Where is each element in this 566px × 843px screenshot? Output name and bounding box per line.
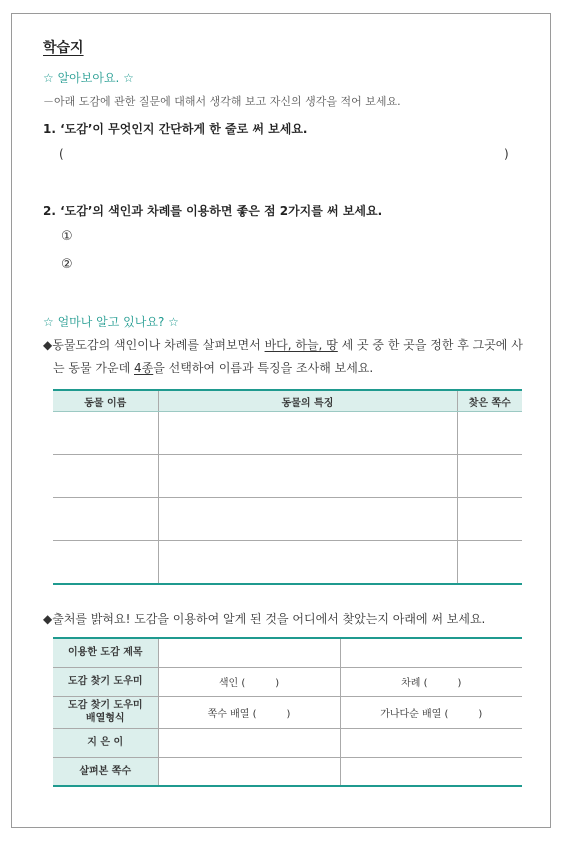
header-animal-features: 동물의 특징 (158, 390, 457, 412)
label-author: 지 은 이 (53, 728, 158, 757)
answer-marker-1: ① (61, 229, 73, 244)
animal-name-cell[interactable] (53, 541, 158, 585)
animal-features-cell[interactable] (158, 541, 457, 585)
animal-instruction-line1: ◆동물도감의 색인이나 차례를 살펴보면서 바다, 하늘, 땅 세 곳 중 한 곳을 정한 후 그곳에 사 (43, 338, 523, 352)
pages-viewed-cell[interactable] (158, 757, 340, 786)
label-arrangement-type: 도감 찾기 도우미 배열형식 (53, 696, 158, 728)
pages-viewed-cell-extra[interactable] (340, 757, 522, 786)
page-found-cell[interactable] (457, 541, 522, 585)
table-row (53, 541, 522, 585)
contents-option[interactable]: 차례 ( ) (340, 667, 522, 696)
header-page-found: 찾은 쪽수 (457, 390, 522, 412)
intro-text: －아래 도감에 관한 질문에 대해서 생각해 보고 자신의 생각을 적어 보세요. (43, 95, 401, 108)
page-title: 학습지 (43, 40, 84, 56)
section-heading-quiz: ☆ 얼마나 알고 있나요? ☆ (43, 315, 179, 329)
animal-features-cell[interactable] (158, 412, 457, 455)
table-row (53, 757, 522, 786)
page-found-cell[interactable] (457, 412, 522, 455)
animal-name-cell[interactable] (53, 498, 158, 541)
animal-features-cell[interactable] (158, 498, 457, 541)
book-title-cell-extra[interactable] (340, 638, 522, 667)
source-instruction: ◆출처를 밝혀요! 도감을 이용하여 알게 된 것을 어디에서 찾았는지 아래에 써 보세요. (43, 612, 486, 626)
table-row (53, 728, 522, 757)
header-animal-name: 동물 이름 (53, 390, 158, 412)
author-cell[interactable] (158, 728, 340, 757)
question-2: 2. ‘도감’의 색인과 차례를 이용하면 좋은 점 2가지를 써 보세요. (43, 204, 383, 218)
index-option[interactable]: 색인 ( ) (158, 667, 340, 696)
section-heading-learn: ☆ 알아보아요. ☆ (43, 71, 134, 85)
animal-instruction-line2: 는 동물 가운데 4종을 선택하여 이름과 특징을 조사해 보세요. (53, 361, 374, 375)
table-row (53, 412, 522, 455)
page-order-option[interactable]: 쪽수 배열 ( ) (158, 696, 340, 728)
answer-open-paren: ( (59, 147, 64, 161)
book-title-cell[interactable] (158, 638, 340, 667)
table-row (53, 667, 522, 696)
table-row (53, 638, 522, 667)
label-book-title: 이용한 도감 제목 (53, 638, 158, 667)
alphabetical-order-option[interactable]: 가나다순 배열 ( ) (340, 696, 522, 728)
answer-close-paren: ) (504, 147, 509, 161)
label-finding-helper: 도감 찾기 도우미 (53, 667, 158, 696)
animal-features-cell[interactable] (158, 455, 457, 498)
table-row (53, 696, 522, 728)
answer-marker-2: ② (61, 257, 73, 272)
animal-name-cell[interactable] (53, 455, 158, 498)
author-cell-extra[interactable] (340, 728, 522, 757)
page-found-cell[interactable] (457, 455, 522, 498)
table-row (53, 498, 522, 541)
animal-table-header (53, 390, 522, 412)
question-1: 1. ‘도감’이 무엇인지 간단하게 한 줄로 써 보세요. (43, 122, 308, 136)
animal-table (53, 389, 522, 585)
page-found-cell[interactable] (457, 498, 522, 541)
animal-name-cell[interactable] (53, 412, 158, 455)
source-table (53, 637, 522, 787)
label-pages-viewed: 살펴본 쪽수 (53, 757, 158, 786)
table-row (53, 455, 522, 498)
